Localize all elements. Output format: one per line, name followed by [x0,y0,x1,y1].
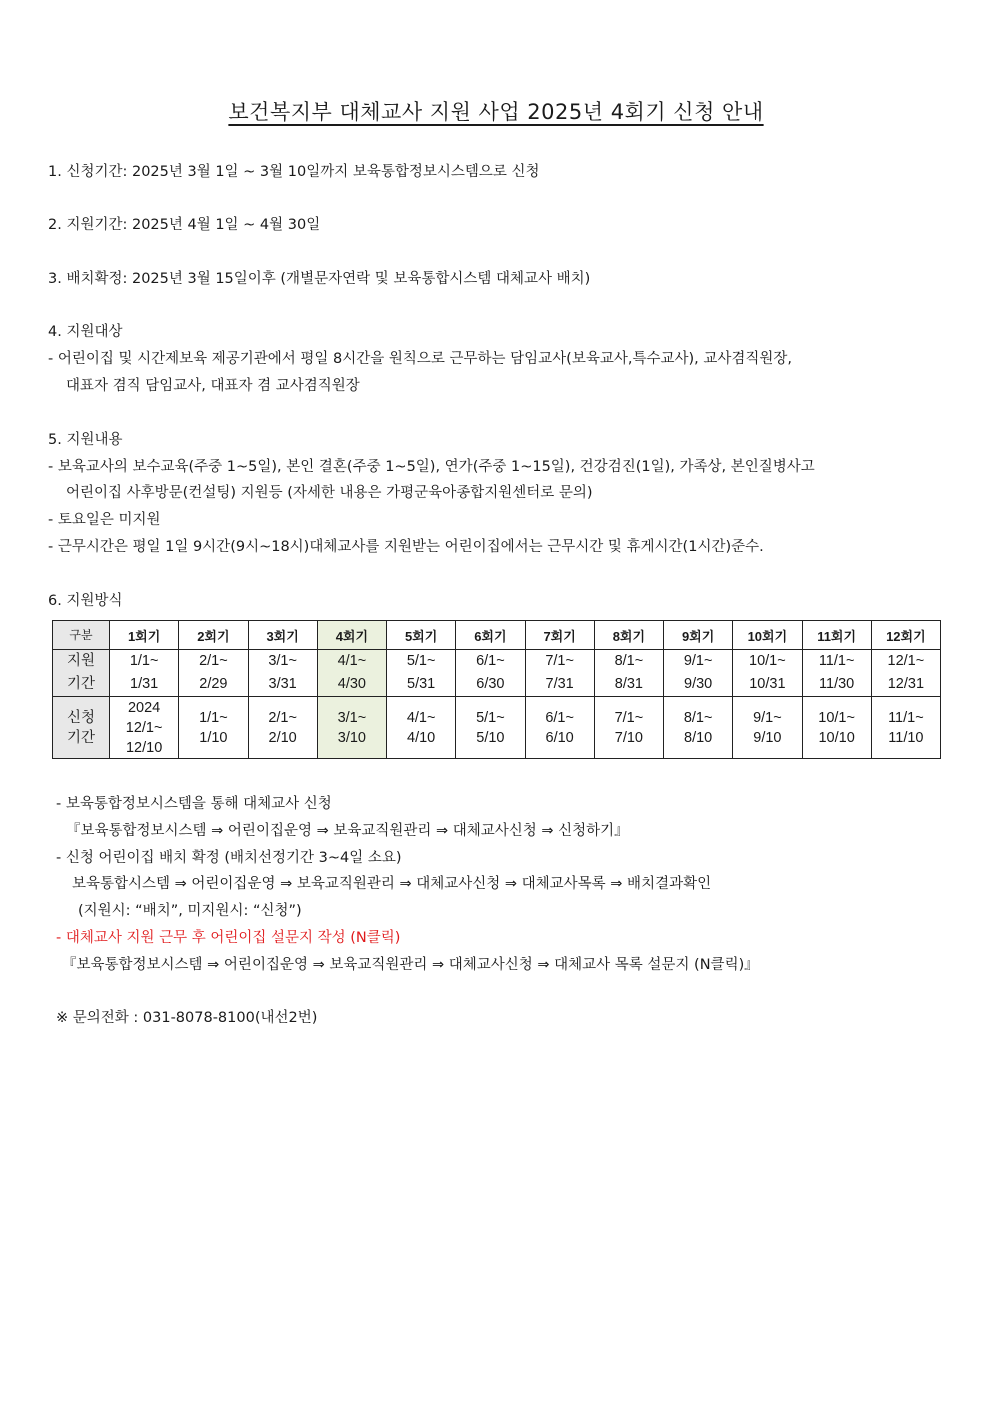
cell-text: 9/1~ [753,709,782,726]
cell-text: 7/10 [614,729,643,746]
cell-text: 6/30 [476,676,505,692]
apply-cell [733,697,802,759]
support-cell [387,650,456,697]
cell-text: 10/31 [749,676,786,692]
note-placement-path: 보육통합시스템 ⇒ 어린이집운영 ⇒ 보육교직원관리 ⇒ 대체교사신청 ⇒ 대체교사목록 ⇒ 배치결과확인 [72,876,712,892]
cell-text: 11/1~ [818,653,855,669]
cell-text: 7/1~ [614,709,644,726]
apply-label-cell [53,697,110,759]
apply-cell [525,697,594,759]
cell-text: 2024 [127,699,161,716]
support-cell [525,650,594,697]
apply-cell [110,697,179,759]
note-survey-path: 『보육통합정보시스템 ⇒ 어린이집운영 ⇒ 보육교직원관리 ⇒ 대체교사신청 ⇒ 대체교사 목록 설문지 (N클릭)』 [62,957,759,973]
row-label-text: 신청 [66,709,95,726]
cell-text: 8/1~ [614,653,644,669]
cell-text: 9/10 [753,729,782,746]
round-cell: 3회기 [248,621,317,650]
cell-text: 6/10 [545,729,574,746]
cell-text: 12/31 [887,676,925,692]
support-cell [802,650,871,697]
schedule-table [52,620,941,759]
method-heading: 6. 지원방식 [48,593,123,609]
round-cell: 11회기 [802,621,871,650]
cell-text: 9/1~ [683,653,713,669]
target-heading: 4. 지원대상 [48,324,123,340]
cell-text: 4/1~ [337,653,367,669]
apply-cell [179,697,248,759]
support-cell [456,650,525,697]
apply-cell [456,697,525,759]
cell-text: 3/1~ [268,653,297,669]
cell-text: 9/30 [684,676,713,692]
row-label-text: 지원 [66,653,95,669]
header-label-cell: 구분 [53,621,110,650]
round-cell: 10회기 [733,621,802,650]
table-header-row [53,621,941,650]
cell-text: 8/1~ [683,709,713,726]
contact-phone: ※ 문의전화 : 031-8078-8100(내선2번) [56,1010,318,1026]
support-cell [664,650,733,697]
placement-confirm: 3. 배치확정: 2025년 3월 15일이후 (개별문자연락 및 보육통합시스템 대체교사 배치) [48,271,591,287]
cell-text: 11/30 [819,676,855,692]
cell-text: 4/30 [337,676,366,692]
round-cell: 8회기 [594,621,663,650]
apply-cell [871,697,940,759]
apply-cell [594,697,663,759]
cell-text: 2/10 [268,729,297,746]
round-cell: 9회기 [664,621,733,650]
content-line-2: 어린이집 사후방문(컨설팅) 지원등 (자세한 내용은 가평군육아종합지원센터로 문의) [66,485,593,501]
cell-text: 12/1~ [887,653,925,669]
support-label-cell [53,650,110,697]
cell-text: 1/1~ [129,653,159,669]
cell-text: 6/1~ [476,653,505,669]
apply-cell [664,697,733,759]
cell-text: 3/1~ [337,709,367,726]
target-line-1: - 어린이집 및 시간제보육 제공기관에서 평일 8시간을 원칙으로 근무하는 담임교사(보육교사,특수교사), 교사겸직원장, [48,351,793,367]
cell-text: 6/1~ [545,709,574,726]
cell-text: 10/1~ [749,653,786,669]
cell-text: 2/1~ [268,709,297,726]
note-apply-path: 『보육통합정보시스템 ⇒ 어린이집운영 ⇒ 보육교직원관리 ⇒ 대체교사신청 ⇒ 신청하기』 [66,823,629,839]
cell-text: 12/10 [125,739,163,756]
cell-text: 11/1~ [888,709,924,726]
note-apply: - 보육통합정보시스템을 통해 대체교사 신청 [56,796,332,812]
row-label-text: 기간 [66,676,95,692]
note-survey: - 대체교사 지원 근무 후 어린이집 설문지 작성 (N클릭) [56,930,401,946]
apply-period-row [53,697,941,759]
cell-text: 2/1~ [199,653,228,669]
cell-text: 11/10 [888,729,924,746]
cell-text: 1/31 [130,676,159,692]
row-label-text: 기간 [66,729,95,746]
cell-text: 4/1~ [406,709,436,726]
support-cell [871,650,940,697]
support-period-row [53,650,941,697]
cell-text: 10/1~ [818,709,855,726]
round-cell: 2회기 [179,621,248,650]
content-heading: 5. 지원내용 [48,432,123,448]
round-cell: 12회기 [871,621,940,650]
apply-cell-highlighted [317,697,386,759]
apply-period: 1. 신청기간: 2025년 3월 1일 ~ 3월 10일까지 보육통합정보시스템으로 신청 [48,164,540,180]
content-line-3: - 토요일은 미지원 [48,512,161,528]
cell-text: 4/10 [407,729,436,746]
support-cell [110,650,179,697]
support-cell [179,650,248,697]
cell-text: 5/1~ [476,709,505,726]
cell-text: 1/1~ [199,709,228,726]
support-cell [733,650,802,697]
support-cell [248,650,317,697]
support-period: 2. 지원기간: 2025년 4월 1일 ~ 4월 30일 [48,217,321,233]
page-title: 보건복지부 대체교사 지원 사업 2025년 4회기 신청 안내 [228,100,764,124]
cell-text: 5/1~ [406,653,436,669]
round-cell: 5회기 [387,621,456,650]
round-cell: 6회기 [456,621,525,650]
support-cell-highlighted [317,650,386,697]
cell-text: 3/31 [268,676,297,692]
apply-cell [387,697,456,759]
round-cell-highlighted: 4회기 [317,621,386,650]
cell-text: 8/31 [614,676,643,692]
cell-text: 5/10 [476,729,505,746]
cell-text: 12/1~ [125,719,163,736]
cell-text: 1/10 [199,729,228,746]
target-line-2: 대표자 겸직 담임교사, 대표자 겸 교사겸직원장 [66,378,360,394]
cell-text: 7/1~ [545,653,574,669]
round-cell: 1회기 [110,621,179,650]
cell-text: 10/10 [818,729,855,746]
note-placement: - 신청 어린이집 배치 확정 (배치선정기간 3~4일 소요) [56,850,402,866]
content-line-4: - 근무시간은 평일 1일 9시간(9시~18시)대체교사를 지원받는 어린이집에서는 근무시간 및 휴게시간(1시간)준수. [48,539,764,555]
cell-text: 3/10 [337,729,366,746]
apply-cell [248,697,317,759]
support-cell [594,650,663,697]
cell-text: 5/31 [407,676,436,692]
cell-text: 7/31 [545,676,574,692]
apply-cell [802,697,871,759]
note-placement-status: (지원시: “배치”, 미지원시: “신청”) [78,903,302,919]
content-line-1: - 보육교사의 보수교육(주중 1~5일), 본인 결혼(주중 1~5일), 연가(주중 1~15일), 건강검진(1일), 가족상, 본인질병사고 [48,459,815,475]
round-cell: 7회기 [525,621,594,650]
cell-text: 8/10 [684,729,713,746]
cell-text: 2/29 [199,676,228,692]
